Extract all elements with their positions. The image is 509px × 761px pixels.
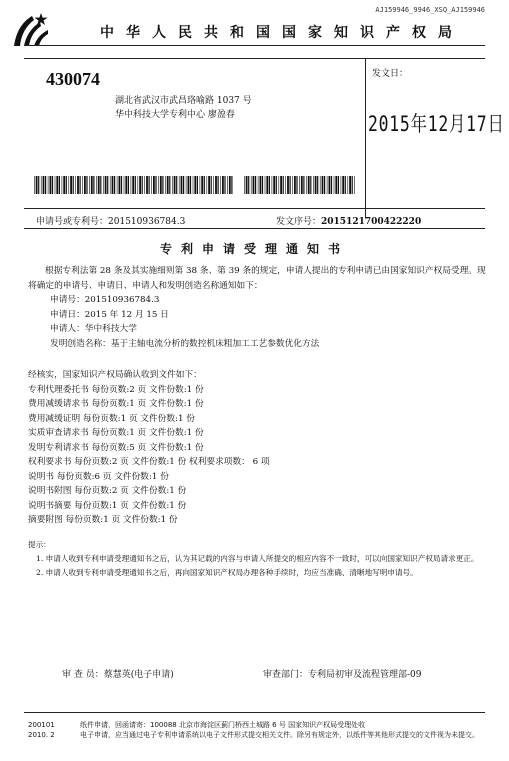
barcode-bar	[162, 176, 163, 194]
barcode-bar	[294, 176, 296, 194]
barcode-bar	[84, 176, 86, 194]
barcode-bar	[50, 176, 52, 194]
barcode-bar	[324, 176, 325, 194]
barcode-bar	[260, 176, 262, 194]
barcode-bar	[224, 176, 225, 194]
barcode-bar	[211, 176, 212, 194]
barcode-bar	[248, 176, 249, 194]
barcode-bar	[296, 176, 297, 194]
barcode-left	[34, 176, 234, 194]
barcode-bar	[327, 176, 328, 194]
barcode-bar	[142, 176, 143, 194]
barcode-bar	[100, 176, 101, 194]
received-doc-item: 实质审查请求书 每份页数:1 页 文件份数:1 份	[28, 428, 204, 438]
barcode-bar	[38, 176, 39, 194]
barcode-bar	[208, 176, 210, 194]
barcode-bar	[36, 176, 38, 194]
barcode-bar	[303, 176, 304, 194]
barcode-bar	[338, 176, 339, 194]
barcode-bar	[107, 176, 108, 194]
footer-form-version: 2010. 2	[28, 731, 55, 739]
barcode-bar	[165, 176, 166, 194]
barcode-bar	[55, 176, 56, 194]
barcode-bar	[222, 176, 224, 194]
barcode-bar	[315, 176, 317, 194]
barcode-bar	[128, 176, 129, 194]
received-doc-item: 说明书摘要 每份页数:1 页 文件份数:1 份	[28, 500, 187, 511]
received-doc-item: 费用减缓证明 每份页数:1 页 文件份数:1 份	[28, 413, 195, 424]
barcode-bar	[218, 176, 219, 194]
barcode-bar	[138, 176, 139, 194]
barcode-bar	[119, 176, 121, 194]
header-rule-bottom	[24, 58, 485, 59]
barcode-bar	[77, 176, 79, 194]
note-item: 2. 申请人收到专利申请受理通知书之后，再向国家知识产权局办理各种手续时，均应当准确、清晰地写明申请号。	[36, 568, 418, 577]
barcode-bar	[258, 176, 259, 194]
barcode-bar	[352, 176, 353, 194]
barcode-bar	[197, 176, 198, 194]
barcode-bar	[183, 176, 184, 194]
sequence-number-line	[276, 214, 421, 227]
barcode-bar	[125, 176, 127, 194]
barcode-bar	[200, 176, 201, 194]
barcode-bar	[269, 176, 270, 194]
barcode-bar	[93, 176, 94, 194]
barcode-bar	[290, 176, 291, 194]
barcode-bar	[96, 176, 97, 194]
barcode-bar	[121, 176, 122, 194]
barcode-bar	[301, 176, 303, 194]
notice-body	[28, 264, 490, 351]
received-doc-item: 发明专利请求书 每份页数:5 页 文件份数:1 份	[28, 442, 204, 453]
barcode-bar	[229, 176, 231, 194]
barcode-bar	[41, 176, 42, 194]
barcode-bar	[299, 176, 300, 194]
received-documents	[28, 368, 270, 528]
received-doc-item: 说明书 每份页数:6 页 文件份数:1 份	[28, 471, 169, 482]
application-number-label: 申请号或专利号：	[36, 217, 109, 227]
footer-rule	[24, 712, 485, 713]
barcode-bar	[52, 176, 53, 194]
barcode-bar	[112, 176, 114, 194]
barcode-bar	[276, 176, 277, 194]
barcode-bar	[335, 176, 337, 194]
barcode-bar	[167, 176, 169, 194]
barcode-bar	[246, 176, 248, 194]
barcode-bar	[48, 176, 49, 194]
barcode-bar	[110, 176, 111, 194]
barcode-bar	[310, 176, 311, 194]
received-intro: 经核实，国家知识产权局确认收到文件如下：	[28, 370, 202, 380]
barcode-bar	[280, 176, 282, 194]
barcode-bar	[144, 176, 145, 194]
barcode-bar	[188, 176, 190, 194]
barcode-bar	[73, 176, 74, 194]
barcode-bar	[160, 176, 162, 194]
barcode-bar	[227, 176, 228, 194]
barcode-bar	[285, 176, 286, 194]
barcode-bar	[174, 176, 176, 194]
barcode-bar	[91, 176, 93, 194]
barcode-bar	[63, 176, 65, 194]
postcode: 430074	[46, 69, 100, 89]
received-doc-item: 摘要附图 每份页数:1 页 文件份数:1 份	[28, 515, 178, 525]
barcode-bar	[105, 176, 107, 194]
header-divider	[365, 58, 366, 218]
barcode-bar	[341, 176, 342, 194]
field-applicant: 申请人：华中科技大学	[50, 324, 137, 334]
barcode-bar	[331, 176, 332, 194]
barcode-bar	[86, 176, 87, 194]
barcode-bar	[70, 176, 72, 194]
recipient-name: 华中科技大学专利中心 廖盈春	[115, 110, 235, 120]
barcode-bar	[255, 176, 256, 194]
ids-rule-top	[24, 208, 485, 209]
application-number-value: 201510936784.3	[108, 217, 186, 227]
barcode-bar	[322, 176, 324, 194]
barcode-bar	[131, 176, 132, 194]
barcode-bar	[135, 176, 136, 194]
document-serial-code: AJ159946_9946_XSQ_AJ159946	[375, 6, 485, 14]
barcode-bar	[114, 176, 115, 194]
barcode-bar	[89, 176, 90, 194]
barcode-bar	[204, 176, 205, 194]
barcode-bar	[292, 176, 293, 194]
field-filing-date: 申请日：2015 年 12 月 15 日	[50, 309, 169, 320]
barcode-bar	[220, 176, 221, 194]
barcode-bar	[193, 176, 194, 194]
footer-form-code: 200101	[28, 721, 55, 729]
barcode-bar	[82, 176, 83, 194]
barcode-bar	[213, 176, 214, 194]
barcode-bar	[334, 176, 335, 194]
barcode-bar	[231, 176, 232, 194]
barcode-bar	[215, 176, 217, 194]
barcode-bar	[43, 176, 45, 194]
barcode-bar	[329, 176, 331, 194]
barcode-bar	[69, 176, 70, 194]
footer	[28, 720, 494, 752]
barcode-bar	[287, 176, 289, 194]
office-name: 中华人民共和国国家知识产权局	[100, 25, 464, 41]
ids-rule-bottom	[24, 228, 485, 229]
barcode-bar	[176, 176, 177, 194]
barcode-bar	[146, 176, 148, 194]
barcode-bar	[186, 176, 187, 194]
barcode-bar	[155, 176, 156, 194]
barcode-bar	[262, 176, 263, 194]
barcode-bar	[139, 176, 141, 194]
received-doc-item: 费用减缓请求书 每份页数:1 页 文件份数:1 份	[28, 399, 204, 409]
barcode-bar	[59, 176, 60, 194]
send-date-value: 2015年12月17日	[368, 112, 505, 136]
barcode-bar	[190, 176, 191, 194]
barcode-bar	[149, 176, 150, 194]
barcode-bar	[320, 176, 321, 194]
footer-row	[28, 720, 494, 730]
barcode-bar	[244, 176, 245, 194]
field-application-number: 申请号：201510936784.3	[50, 295, 160, 305]
barcode-bar	[179, 176, 180, 194]
barcode-bar	[251, 176, 252, 194]
received-doc-item: 专利代理委托书 每份页数:2 页 文件份数:1 份	[28, 384, 204, 395]
barcode-bar	[308, 176, 310, 194]
barcode-bar	[283, 176, 284, 194]
barcode-bar	[80, 176, 81, 194]
send-date-label: 发文日：	[372, 69, 409, 79]
barcode-bar	[172, 176, 173, 194]
intro-paragraph: 根据专利法第 28 条及其实施细则第 38 条、第 39 条的规定，申请人提出的专利申请已由国家知识产权局受理。现将确定的申请号、申请日、申请人和发明创造名称通知如下：	[28, 266, 486, 291]
barcode-bar	[56, 176, 58, 194]
barcode-bar	[348, 176, 349, 194]
header-rule-top	[24, 45, 485, 46]
barcode-bar	[158, 176, 159, 194]
barcode-bar	[75, 176, 76, 194]
sequence-number-value: 2015121700422220	[321, 217, 422, 227]
barcode-bar	[194, 176, 196, 194]
document-title: 专利申请受理通知书	[159, 242, 349, 256]
note-item: 1. 申请人收到专利申请受理通知书之后，认为其记载的内容与申请人所提交的相应内容不一致时，可以向国家知识产权局请求更正。	[36, 554, 479, 563]
barcode-bar	[103, 176, 104, 194]
barcode-bar	[272, 176, 273, 194]
barcode-bar	[66, 176, 67, 194]
application-number-line	[36, 214, 185, 227]
barcode-bar	[151, 176, 152, 194]
barcode-bar	[201, 176, 203, 194]
footer-row	[28, 730, 494, 752]
barcode-bar	[45, 176, 46, 194]
sequence-number-label: 发文序号：	[276, 217, 322, 227]
barcode-bar	[349, 176, 351, 194]
barcode-bar	[279, 176, 280, 194]
barcode-bar	[117, 176, 118, 194]
barcode-bar	[273, 176, 275, 194]
barcode-bar	[34, 176, 35, 194]
barcode-bar	[345, 176, 346, 194]
barcode-bar	[265, 176, 266, 194]
barcode-bar	[317, 176, 318, 194]
footer-text: 纸件申请，回函请寄：100088 北京市海淀区蓟门桥西土城路 6 号 国家知识产权局受理处收	[80, 721, 366, 729]
received-doc-item: 说明书附图 每份页数:2 页 文件份数:1 份	[28, 486, 187, 496]
barcode-right	[244, 176, 356, 194]
barcode-bar	[266, 176, 268, 194]
received-doc-item: 权利要求书 每份页数:2 页 文件份数:1 份 权利要求项数： 6 项	[28, 457, 270, 467]
field-invention-title: 发明创造名称：基于主轴电流分析的数控机床粗加工工艺参数优化方法	[50, 338, 320, 349]
barcode-bar	[153, 176, 155, 194]
notes-section	[28, 538, 494, 580]
barcode-bar	[124, 176, 125, 194]
footer-text: 电子申请，应当通过电子专利申请系统以电子文件形式提交相关文件。除另有规定外，以纸件等其他形式提交的文件视为未提交。	[80, 731, 479, 739]
barcode-bar	[62, 176, 63, 194]
notes-heading: 提示：	[28, 540, 51, 549]
recipient-address: 湖北省武汉市武昌珞喻路 1037 号	[115, 96, 252, 106]
review-department: 审查部门：专利局初审及流程管理部-09	[263, 670, 422, 680]
barcode-bar	[98, 176, 100, 194]
barcode-bar	[207, 176, 208, 194]
barcode-bar	[306, 176, 307, 194]
barcode-bar	[253, 176, 255, 194]
barcode-bar	[313, 176, 314, 194]
barcode-bar	[169, 176, 170, 194]
barcode-bar	[132, 176, 134, 194]
barcode-bar	[181, 176, 183, 194]
cnipa-logo-icon	[10, 10, 54, 50]
barcode-bar	[354, 176, 355, 194]
reviewer: 审 查 员：蔡慧英(电子申请)	[62, 670, 174, 680]
barcode-bar	[342, 176, 344, 194]
